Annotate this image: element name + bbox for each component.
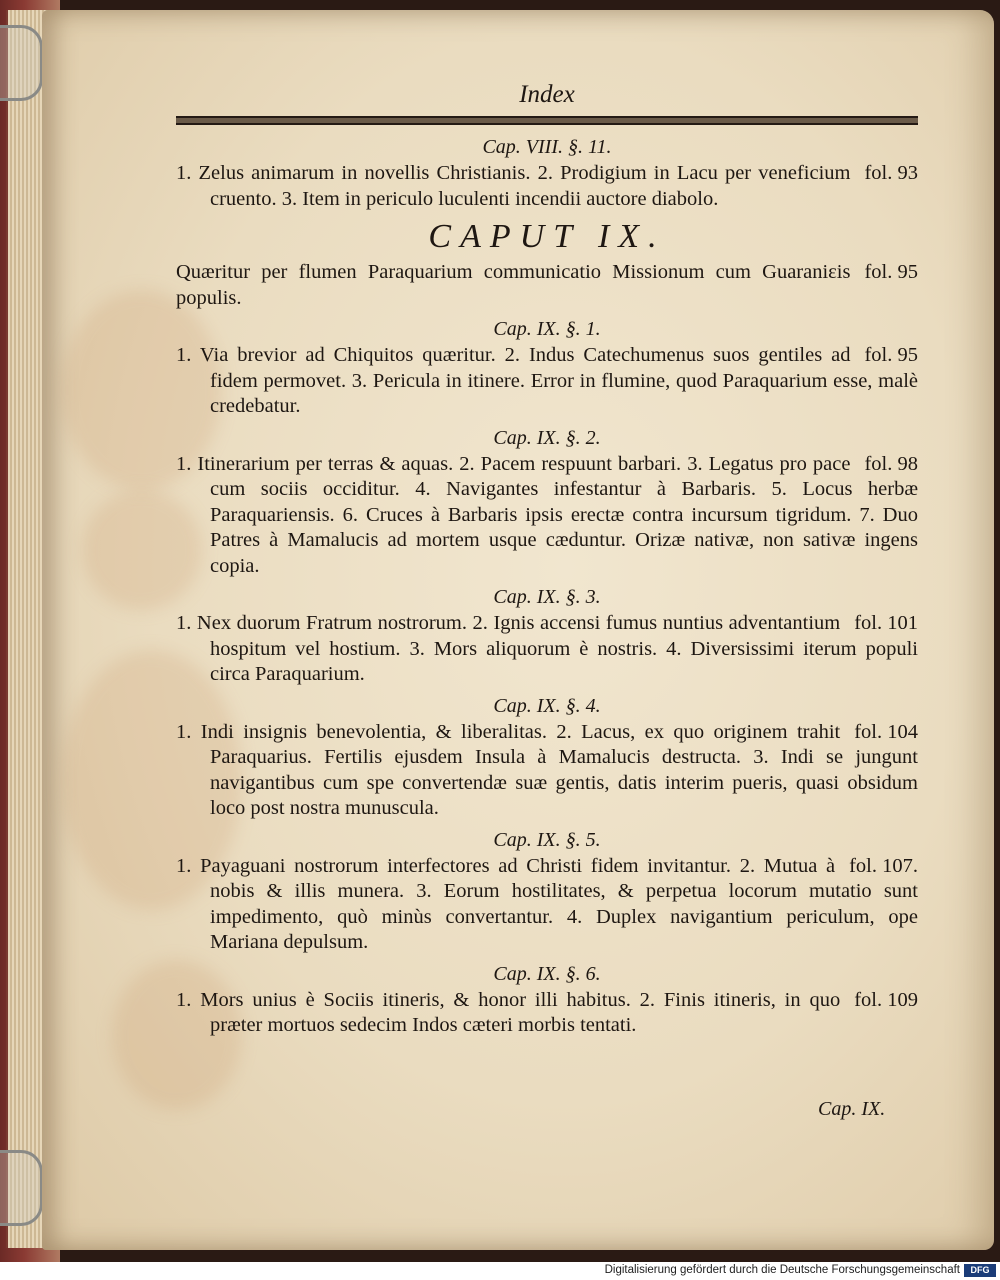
folio-ref: fol. 95	[864, 261, 918, 283]
index-entry	[176, 720, 918, 822]
folio-ref: fol. 107.	[849, 854, 918, 877]
chapter-title: CAPUT IX.	[428, 218, 666, 255]
folio-ref: fol. 109	[854, 988, 918, 1011]
folio-ref: fol. 101	[854, 612, 918, 634]
section-heading: Cap. IX. §. 6.	[493, 962, 601, 985]
index-entry	[176, 161, 918, 212]
section-heading: Cap. IX. §. 4.	[493, 694, 601, 717]
entry-text: 1. Payaguani nostrorum interfectores ad Christi fidem invitantur. 2. Mutua à nobis & illis munera. 3. Eorum hostilitates, & perpetua locorum mutatio sunt impedimento, quò minùs convertantur. 4. Duplex navigantium periculum, ope Mariana depulsum.	[176, 854, 918, 953]
folio-ref: fol. 95	[864, 344, 918, 366]
section-heading: Cap. IX. §. 1.	[493, 318, 601, 340]
index-entry	[176, 611, 918, 688]
digitization-footer	[0, 1262, 1000, 1280]
running-head: Index	[519, 81, 575, 108]
header-rule	[176, 116, 918, 125]
folio-ref: fol. 98	[864, 452, 918, 475]
index-entry	[176, 988, 918, 1039]
clasp-top	[0, 25, 43, 101]
entry-text: 1. Nex duorum Fratrum nostrorum. 2. Ignis accensi fumus nuntius adventantium hospitum vel hostium. 3. Mors aliquorum è nostris. 4. Diversissimi iterum populi circa Paraquarium.	[176, 612, 918, 685]
folio-ref: fol. 93	[864, 162, 918, 184]
entry-text: 1. Mors unius è Sociis itineris, & honor illi habitus. 2. Finis itineris, in quo præter mortuos sedecim Indos cæteri morbis tentati.	[176, 988, 841, 1036]
entry-text: 1. Indi insignis benevolentia, & liberalitas. 2. Lacus, ex quo originem trahit Paraquarius. Fertilis ejusdem Insula à Mamalucis destructa. 3. Indi se jungunt navigantibus cum spe convertendæ suæ gentis, datis interim pueris, quasi obsidum loco post nostra munuscula.	[176, 720, 918, 819]
section-heading: Cap. IX. §. 3.	[493, 586, 601, 608]
section-heading: Cap. IX. §. 2.	[493, 426, 601, 449]
entry-text: 1. Itinerarium per terras & aquas. 2. Pacem respuunt barbari. 3. Legatus pro pace cum sociis occiditur. 4. Navigantes infestantur à Barbaris. 5. Locus herbæ Paraquariensis. 6. Cruces à Barbaris ipsis erectæ contra incursum tigridum. 7. Duo Patres à Mamalucis ad mortem usque cæduntur. Orizæ nativæ, non sativæ ingens copia.	[176, 452, 918, 577]
section-heading: Cap. IX. §. 5.	[493, 828, 601, 851]
folio-ref: fol. 104	[854, 720, 918, 743]
dfg-logo: DFG	[964, 1264, 996, 1277]
clasp-bottom	[0, 1150, 43, 1226]
index-entry	[176, 260, 918, 311]
index-entry	[176, 452, 918, 580]
entry-text: 1. Via brevior ad Chiquitos quæritur. 2. Indus Catechumenus suos gentiles ad fidem permovet. 3. Pericula in itinere. Error in flumine, quod Paraquarium esse, malè credebatur.	[176, 344, 918, 417]
catchword: Cap. IX.	[818, 1098, 886, 1120]
entry-text: Quæritur per flumen Paraquarium communicatio Missionum cum Guaraniεis populis.	[176, 261, 851, 309]
index-text-block	[176, 78, 918, 1039]
section-heading: Cap. VIII. §. 11.	[482, 136, 612, 158]
index-entry	[176, 854, 918, 956]
entry-text: 1. Zelus animarum in novellis Christianis. 2. Prodigium in Lacu per veneficium cruento. 3. Item in periculo luculenti incendii auctore diabolo.	[176, 162, 851, 210]
footer-credit: Digitalisierung gefördert durch die Deutsche Forschungsgemeinschaft	[604, 1264, 960, 1276]
index-entry	[176, 343, 918, 420]
